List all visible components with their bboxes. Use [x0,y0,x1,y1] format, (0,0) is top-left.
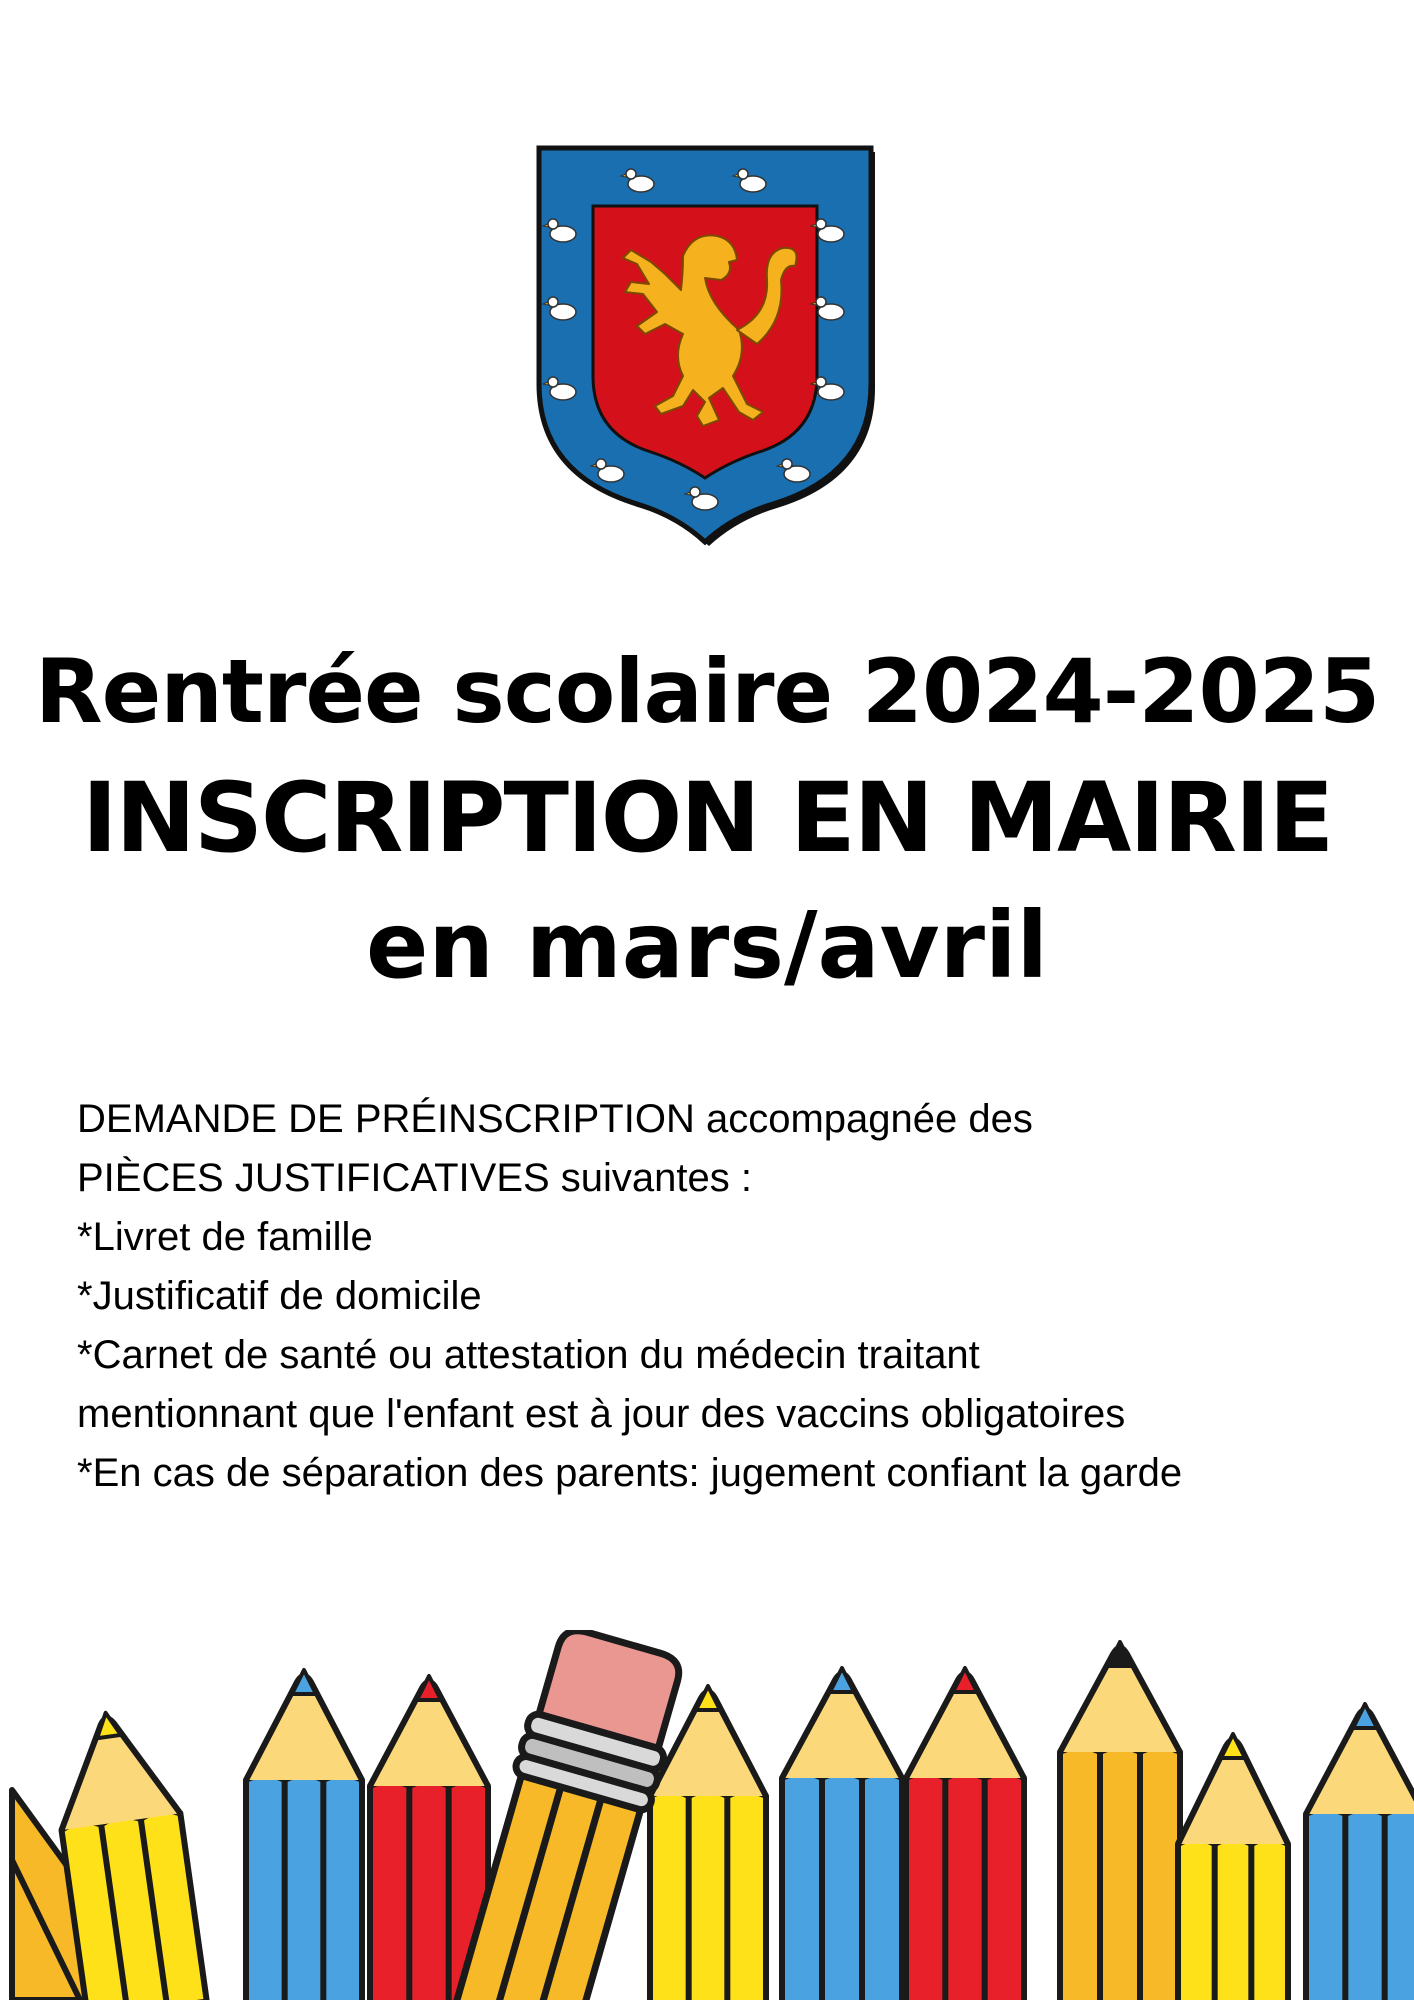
requirements-line: *Livret de famille [77,1215,373,1259]
pencil-icon [1178,1734,1288,2000]
pencil-icon [1060,1642,1180,2000]
pencil-icon [906,1668,1024,2000]
pencil-icon [1306,1704,1414,2000]
requirements-list [77,1090,1377,1503]
requirements-line: DEMANDE DE PRÉINSCRIPTION accompagnée des [77,1097,1033,1141]
pencil-icon [246,1670,362,2000]
coat-of-arms-icon [533,144,877,548]
requirements-line: *En cas de séparation des parents: jugement confiant la garde [77,1451,1183,1495]
title-school-year: Rentrée scolaire 2024-2025 [34,640,1380,743]
requirements-line: PIÈCES JUSTIFICATIVES suivantes : [77,1156,752,1200]
pencil-icon [782,1668,902,2000]
title-period: en mars/avril [365,892,1049,999]
pencils-icon [0,1630,1414,2000]
requirements-line: *Carnet de santé ou attestation du médecin traitant [77,1333,980,1377]
title-registration: INSCRIPTION EN MAIRIE [81,762,1333,874]
requirements-line: *Justificatif de domicile [77,1274,482,1318]
pencil-icon [650,1686,766,2000]
requirements-line: mentionnant que l'enfant est à jour des vaccins obligatoires [77,1392,1126,1436]
